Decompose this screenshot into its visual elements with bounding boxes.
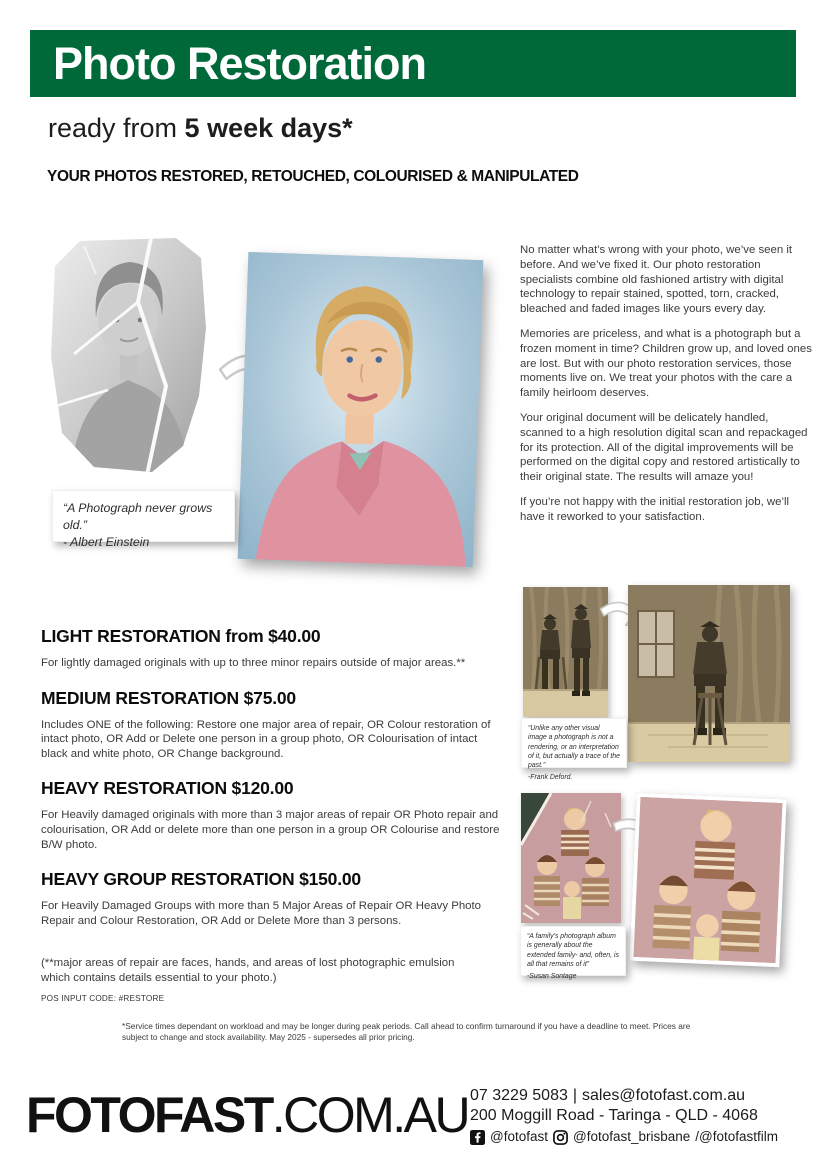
instagram-icon xyxy=(553,1130,568,1145)
facebook-handle: @fotofast xyxy=(490,1129,548,1144)
major-areas-footnote: (**major areas of repair are faces, hands, and areas of lost photographic emulsion which contains details essential to your photo.) xyxy=(41,957,455,984)
email-address: sales@fotofast.com.au xyxy=(582,1087,746,1104)
pricing-heading: LIGHT RESTORATION from $40.00 xyxy=(41,626,321,646)
einstein-quote-text: “A Photograph never grows old.” xyxy=(63,501,213,532)
damaged-photo-before xyxy=(50,238,207,475)
pricing-item-light xyxy=(41,626,503,671)
deford-quote-text: “Unlike any other visual image a photograph is not a rendering, or an interpretation of it, but actually a trace of the past.” xyxy=(528,725,620,770)
intro-paragraph: Your original document will be delicately handled, scanned to a high resolution digital scan and repackaged for its protection. All of the digital improvements will be performed on the digital copy and restored artistically to their original state. The results will amaze you! xyxy=(520,411,808,484)
pos-input-code: POS INPUT CODE: #RESTORE xyxy=(41,994,165,1003)
services-tagline: YOUR PHOTOS RESTORED, RETOUCHED, COLOURISED & MANIPULATED xyxy=(47,168,579,185)
turnaround-asterisk: * xyxy=(342,113,353,143)
intro-paragraph: If you’re not happy with the initial restoration job, we’ll have it reworked to your satisfaction. xyxy=(520,495,790,523)
header-banner xyxy=(30,30,796,97)
contact-separator: | xyxy=(572,1087,578,1104)
soldier-photo-after xyxy=(628,585,790,762)
pricing-heading: HEAVY RESTORATION $120.00 xyxy=(41,778,294,799)
sontag-quote-text: “A family’s photograph album is generally about the extended family- and, often, is all that remains of it” xyxy=(527,933,619,968)
turnaround-prefix: ready from xyxy=(48,113,185,143)
instagram-handle: @fotofast_brisbane xyxy=(572,1129,691,1144)
soldier-photo-before xyxy=(523,587,608,717)
pricing-item-heavy xyxy=(41,778,503,852)
pricing-description: For lightly damaged originals with up to three minor repairs outside of major areas.** xyxy=(41,657,466,669)
logo-domain-suffix: .COM.AU xyxy=(271,1087,469,1143)
pricing-description: Includes ONE of the following: Restore one major area of repair, OR Colour restoration of intact photo, OR Add or Delete one person in a group photo, OR Colourisation of intact black and white photo, OR Change background. xyxy=(41,718,491,760)
family-photo-before xyxy=(521,793,621,923)
einstein-quote-box xyxy=(52,490,235,549)
intro-text-column xyxy=(520,243,814,535)
pricing-item-medium xyxy=(41,688,503,762)
phone-number: 07 3229 5083 xyxy=(470,1087,568,1104)
pricing-item-heavy-group xyxy=(41,869,503,928)
pricing-heading: HEAVY GROUP RESTORATION $150.00 xyxy=(41,869,361,890)
einstein-quote-attribution: - Albert Einstein xyxy=(63,535,150,549)
contact-phone-email xyxy=(470,1086,778,1106)
turnaround-days: 5 week days xyxy=(184,113,343,143)
pricing-description: For Heavily damaged originals with more than 3 major areas of repair OR Photo repair and colourisation, OR Add or delete more than one person in a group OR Colourise and restore B/W photo. xyxy=(41,809,500,851)
page-title: Photo Restoration xyxy=(53,37,426,89)
deford-quote-attribution: -Frank Deford. xyxy=(528,774,573,782)
facebook-icon xyxy=(470,1130,485,1145)
deford-quote-box xyxy=(521,718,627,782)
pricing-section xyxy=(41,626,503,928)
restored-photo-after xyxy=(238,252,484,567)
film-handle: /@fotofastfilm xyxy=(695,1129,778,1144)
intro-paragraph: Memories are priceless, and what is a photograph but a frozen moment in time? Children grow up, and loved ones are lost. But with our photo restoration services, those moments live on. We treat your photos with the care a family heirloom deserves. xyxy=(520,327,812,400)
turnaround-line xyxy=(48,113,353,144)
contact-block xyxy=(470,1086,778,1147)
street-address: 200 Moggill Road - Taringa - QLD - 4068 xyxy=(470,1107,758,1124)
sontag-quote-box xyxy=(520,926,626,981)
logo-wordmark: FOTOFAST xyxy=(26,1087,272,1143)
intro-paragraph: No matter what’s wrong with your photo, we’ve seen it before. And we’ve fixed it. Our photo restoration specialists combine old fashioned artistry with digital technology to repair stained, spotted, torn, cracked, bleached and faded images like yours every day. xyxy=(520,244,793,316)
sontag-quote-attribution: -Susan Sontage xyxy=(527,973,577,981)
pricing-heading: MEDIUM RESTORATION $75.00 xyxy=(41,687,296,708)
family-photo-after xyxy=(629,793,786,967)
pricing-description: For Heavily Damaged Groups with more than 5 Major Areas of Repair OR Heavy Photo Repair and Colour Restoration, OR Add or Delete More than 3 persons. xyxy=(41,900,481,927)
service-terms-note: *Service times dependant on workload and may be longer during peak periods. Call ahead to confirm turnaround if you have a deadline to meet. Prices are subject to change and stock availability. May 2025 - supersedes all prior pricing. xyxy=(122,1021,691,1042)
social-handles xyxy=(470,1127,778,1147)
fotofast-logo xyxy=(26,1086,468,1144)
